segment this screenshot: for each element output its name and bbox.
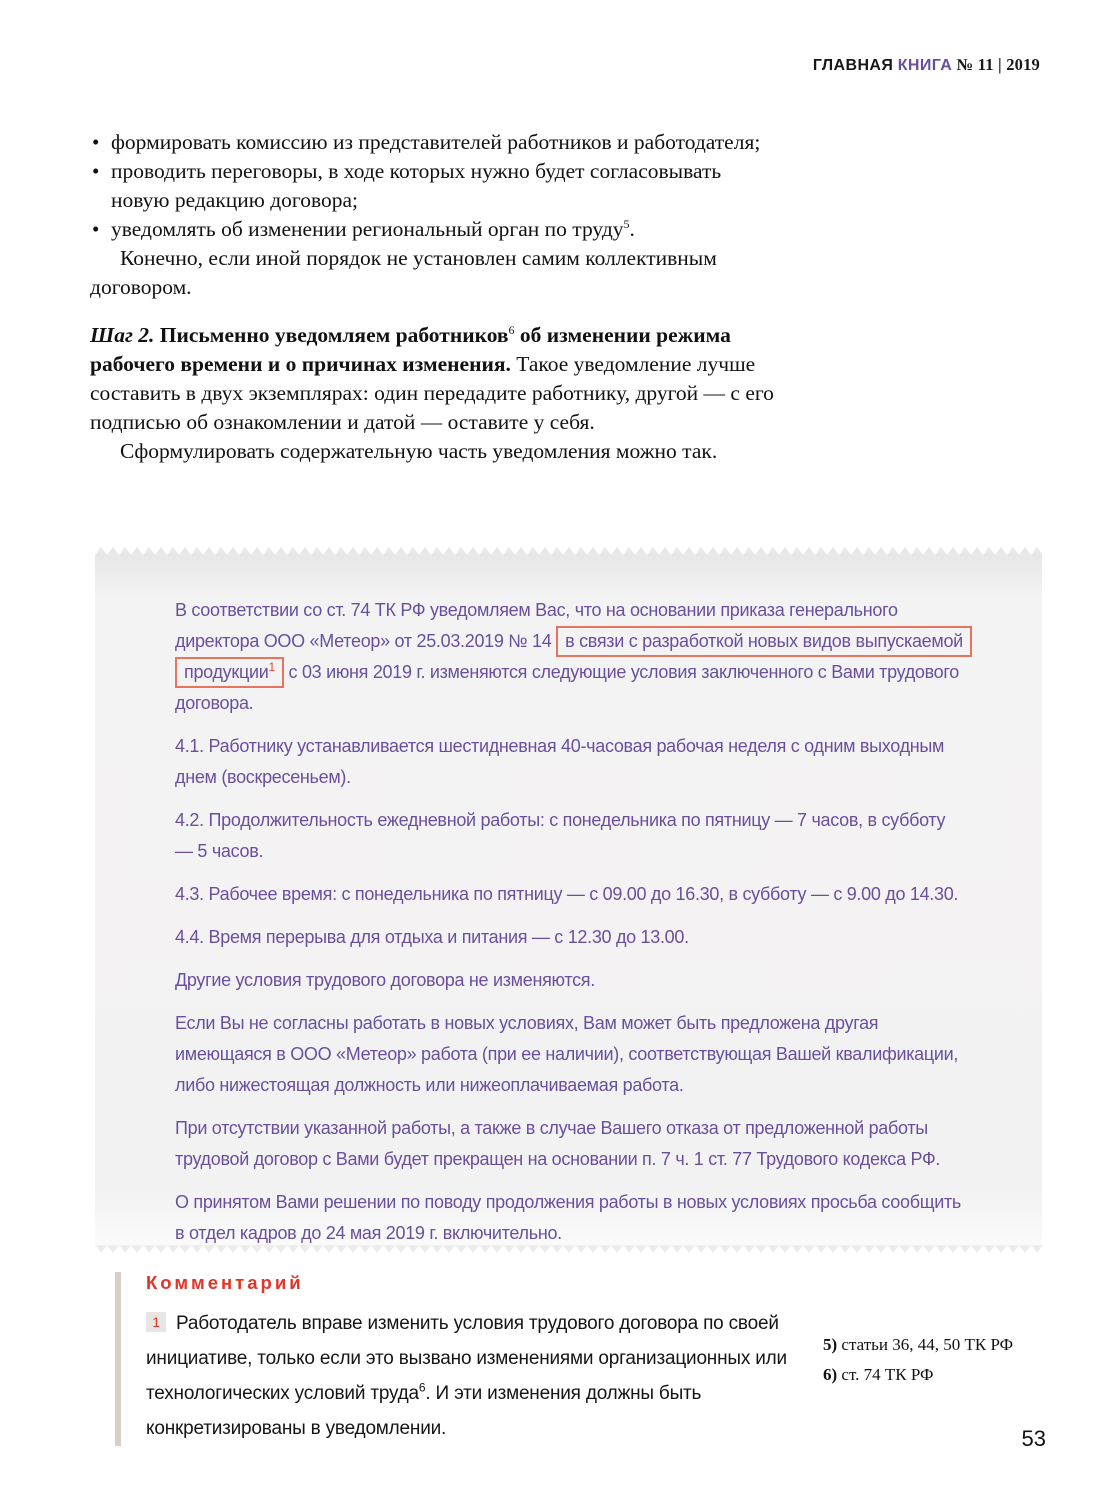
- footnote-list: [823, 1330, 1013, 1390]
- notice-sample-box: [95, 555, 1042, 1245]
- commentary-body: [146, 1306, 791, 1446]
- footnote-text: статьи 36, 44, 50 ТК РФ: [837, 1335, 1014, 1354]
- notice-paragraph: 4.1. Работнику устанавливается шестидневная 40-часовая рабочая неделя с одним выходным днем (воскресеньем).: [175, 736, 945, 787]
- notice-intro-before: В соответствии со ст. 74 ТК РФ уведомляем Вас, что на основании приказа генерального директора ООО «Метеор» от 25.03.2019 № 14: [175, 600, 898, 651]
- bullet-text: проводить переговоры, в ходе которых нужно будет согласовывать новую редакцию договора;: [111, 159, 722, 212]
- footnote-number: 5): [823, 1335, 838, 1354]
- footnote-text: ст. 74 ТК РФ: [837, 1365, 934, 1384]
- commentary-text-part1: Работодатель вправе изменить условия трудового договора по своей инициативе, только если это вызвано изменениями организационных или технологических условий труда: [146, 1313, 787, 1404]
- step2-paragraph: [90, 321, 780, 437]
- footnote-ref-6: 6: [508, 322, 515, 337]
- step2-label: Шаг 2.: [90, 323, 155, 347]
- bullet-item: [90, 157, 780, 215]
- notice-intro-after: с 03 июня 2019 г. изменяются следующие условия заключенного с Вами трудового договора.: [175, 662, 959, 713]
- intro-closing-paragraph: Конечно, если иной порядок не установлен самим коллективным договором.: [90, 246, 717, 299]
- footnote-ref-6: 6: [418, 1380, 426, 1395]
- brand-name-black: ГЛАВНАЯ: [812, 57, 894, 74]
- torn-edge-bottom: [95, 1245, 1042, 1253]
- notice-paragraph: Если Вы не согласны работать в новых условиях, Вам может быть предложена другая имеющаяся в ООО «Метеор» работа (при ее наличии), соответствующая Вашей квалификации, либо нижестоящая должность или нижеоплачиваемая работа.: [175, 1013, 959, 1095]
- step2-body-text: Такое уведомление лучше составить в двух экземплярах: один передадите работнику, другой — с его подписью об ознакомлении и датой — оставите у себя.: [90, 352, 774, 434]
- brand-name-purple: КНИГА: [897, 57, 953, 74]
- running-head: [813, 55, 1040, 75]
- commentary-marker-1: 1: [146, 1312, 166, 1332]
- torn-edge-top: [95, 547, 1042, 555]
- footnote-item: [823, 1360, 1013, 1390]
- bullet-item: [90, 215, 780, 244]
- notice-paragraph: При отсутствии указанной работы, а также в случае Вашего отказа от предложенной работы трудовой договор с Вами будет прекращен на основании п. 7 ч. 1 ст. 77 Трудового кодекса РФ.: [175, 1118, 941, 1169]
- page-number: 53: [1021, 1426, 1046, 1451]
- footnote-item: [823, 1330, 1013, 1360]
- commentary-text-part2: . И эти изменения должны быть конкретизированы в уведомлении.: [146, 1383, 702, 1439]
- step2-heading-part1: Письменно уведомляем работников: [154, 323, 509, 347]
- footnote-ref-5: 5: [623, 216, 630, 231]
- step2-heading-part2: об изменении режима рабочего времени и о причинах изменения.: [90, 323, 731, 376]
- bullet-text: формировать комиссию из представителей работников и работодателя;: [111, 130, 761, 154]
- step2-section: [90, 321, 780, 466]
- notice-paragraph: О принятом Вами решении по поводу продолжения работы в новых условиях просьба сообщить в отдел кадров до 24 мая 2019 г. включительно.: [175, 1192, 961, 1243]
- issue-number: № 11 | 2019: [956, 55, 1040, 74]
- footnote-number: 6): [823, 1365, 838, 1384]
- bullet-list: [90, 128, 780, 244]
- notice-paragraph: Другие условия трудового договора не изменяются.: [175, 970, 595, 990]
- commentary-title: Комментарий: [146, 1272, 304, 1293]
- notice-paragraph: 4.3. Рабочее время: с понедельника по пятницу — с 09.00 до 16.30, в субботу — с 9.00 до 14.30.: [175, 884, 959, 904]
- bullet-item: [90, 128, 780, 157]
- notice-paragraph: 4.4. Время перерыва для отдыха и питания — с 12.30 до 13.00.: [175, 927, 689, 947]
- notice-paragraph-intro: [175, 595, 964, 719]
- step2-closing-paragraph: Сформулировать содержательную часть уведомления можно так.: [120, 439, 718, 463]
- bullet-text: уведомлять об изменении региональный орган по труду: [111, 217, 624, 241]
- commentary-section: [115, 1272, 791, 1446]
- highlight-text: в связи с разработкой новых видов выпускаемой продукции: [184, 631, 963, 682]
- notice-paragraph: 4.2. Продолжительность ежедневной работы: с понедельника по пятницу — 7 часов, в субботу — 5 часов.: [175, 810, 946, 861]
- body-column: [90, 128, 780, 466]
- comment-ref-1: 1: [268, 660, 275, 674]
- bullet-tail: .: [629, 217, 635, 241]
